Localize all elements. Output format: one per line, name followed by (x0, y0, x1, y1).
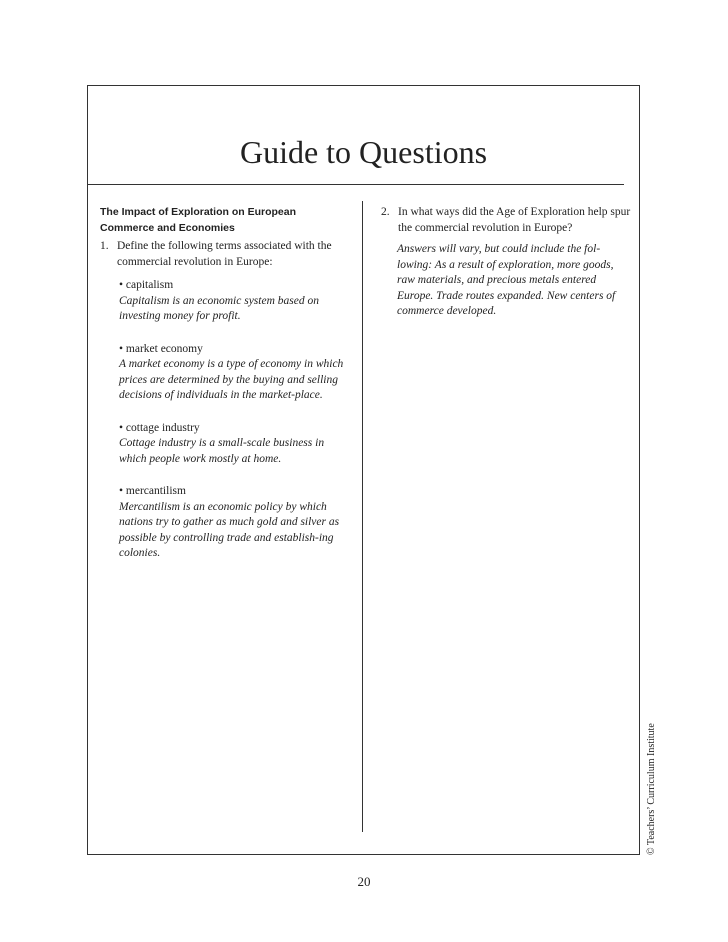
right-column (381, 205, 631, 320)
question-2-number: 2. (381, 206, 390, 218)
term-label: • market economy (119, 342, 203, 355)
term-block-market-economy (119, 342, 352, 404)
question-2 (381, 205, 631, 236)
question-2-answer: Answers will vary, but could include the fol-lowing: As a result of exploration, more goods, raw materials, and precious metals entered Europe. Trade routes expanded. New centers of commerce developed. (397, 243, 616, 317)
term-block-mercantilism (119, 484, 352, 562)
term-label: • capitalism (119, 279, 174, 291)
term-block-cottage-industry (119, 421, 352, 468)
term-answer: Cottage industry is a small-scale business in which people work mostly at home. (119, 437, 325, 465)
column-divider (362, 201, 363, 832)
term-answer: Mercantilism is an economic policy by which nations try to gather as much gold and silver as possible by controlling trade and establish-ing colonies. (119, 500, 340, 559)
title-rule (88, 184, 624, 185)
copyright-notice: © Teachers’ Curriculum Institute (646, 723, 657, 855)
term-label: • cottage industry (119, 421, 200, 434)
term-answer: A market economy is a type of economy in which prices are determined by the buying and selling decisions of individuals in the market-place. (119, 358, 344, 401)
term-block-capitalism (119, 278, 352, 325)
section-heading: The Impact of Exploration on European Commerce and Economies (100, 206, 297, 234)
left-column (100, 205, 352, 562)
question-1-text: Define the following terms associated with the commercial revolution in Europe: (117, 240, 332, 268)
page-number: 20 (357, 874, 371, 889)
term-answer: Capitalism is an economic system based on investing money for profit. (119, 294, 319, 322)
question-2-text: In what ways did the Age of Exploration help spur the commercial revolution in Europe? (398, 206, 631, 234)
term-label: • mercantilism (119, 485, 186, 497)
question-1-number: 1. (100, 240, 109, 252)
question-1 (100, 239, 352, 270)
page-title: Guide to Questions (239, 134, 488, 170)
